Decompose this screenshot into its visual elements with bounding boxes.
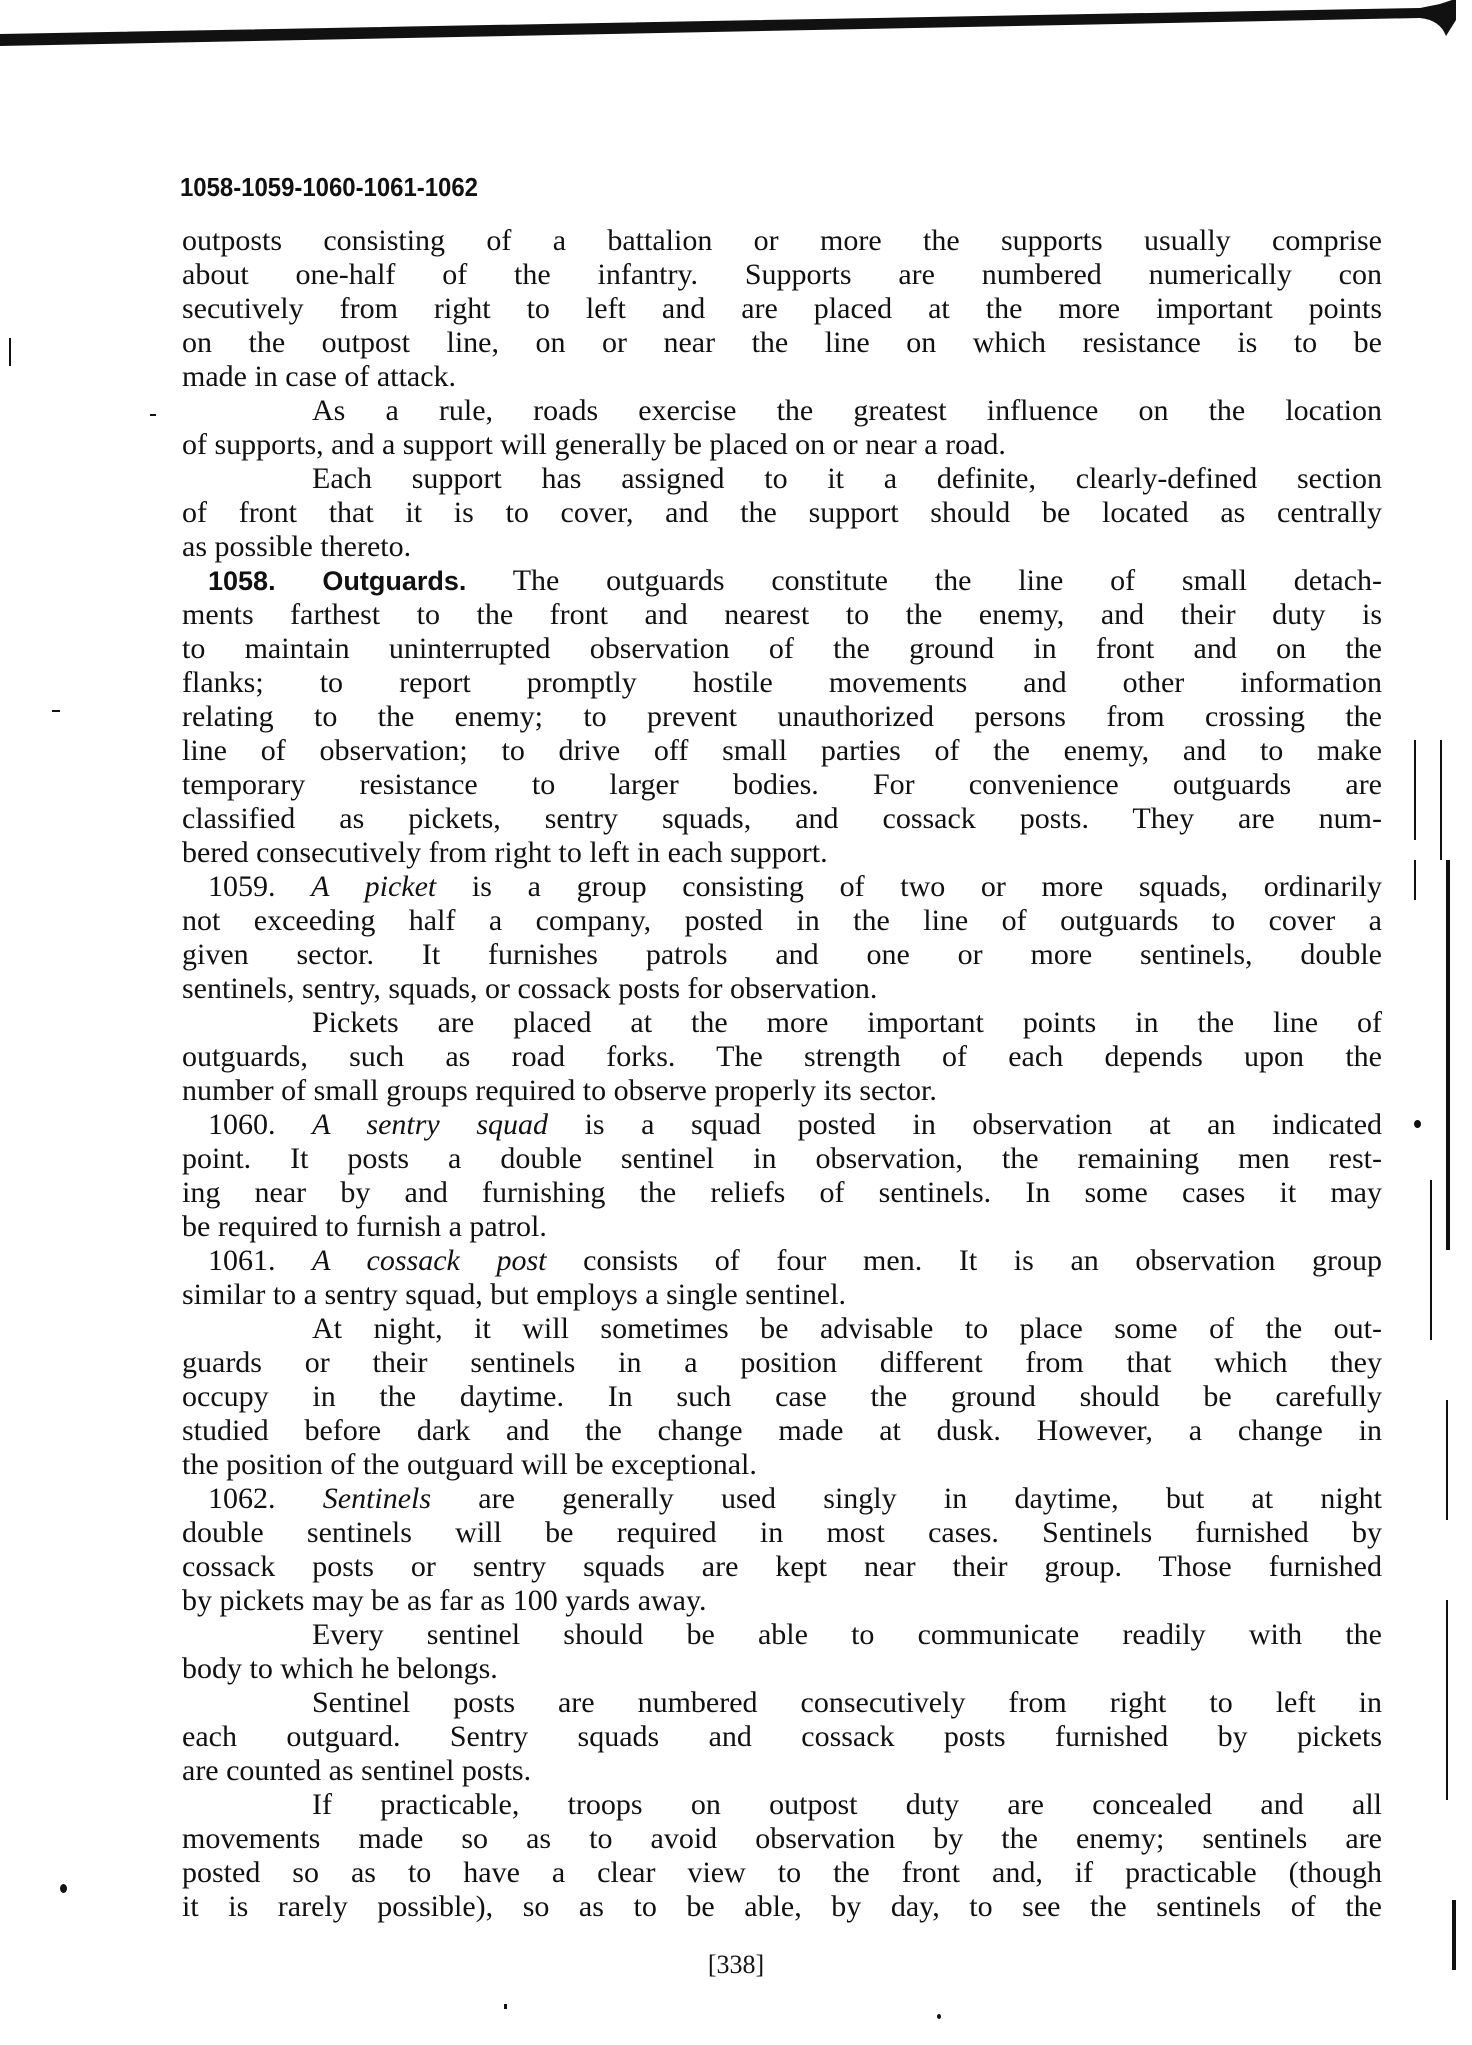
text-line bbox=[182, 1890, 1382, 1924]
text-segment: by pickets may be as far as 100 yards away. bbox=[182, 1584, 707, 1617]
text-line bbox=[182, 496, 1382, 530]
text-line bbox=[182, 1788, 1382, 1822]
text-line bbox=[182, 394, 1382, 428]
text-segment: Each support has assigned to it a definite, clearly-defined section bbox=[312, 462, 1382, 495]
text-line bbox=[182, 1550, 1382, 1584]
body-text bbox=[182, 224, 1382, 1924]
text-line bbox=[182, 1108, 1382, 1142]
text-segment: Every sentinel should be able to communicate readily with the bbox=[312, 1618, 1382, 1651]
text-line bbox=[182, 598, 1382, 632]
text-segment: line of observation; to drive off small parties of the enemy, and to make bbox=[182, 734, 1382, 767]
text-segment: given sector. It furnishes patrols and one or more sentinels, double bbox=[182, 938, 1382, 971]
text-segment: outguards, such as road forks. The strength of each depends upon the bbox=[182, 1040, 1382, 1073]
text-line bbox=[182, 224, 1382, 258]
text-segment: is a group consisting of two or more squads, ordinarily bbox=[436, 870, 1383, 903]
text-segment: Sentinel posts are numbered consecutively from right to left in bbox=[312, 1686, 1382, 1719]
text-segment: At night, it will sometimes be advisable to place some of the out- bbox=[312, 1312, 1382, 1345]
text-line bbox=[182, 1380, 1382, 1414]
bold-text: 1058. bbox=[208, 566, 323, 596]
text-segment: relating to the enemy; to prevent unauthorized persons from crossing the bbox=[182, 700, 1382, 733]
scan-mark bbox=[1446, 1400, 1448, 1520]
text-line bbox=[182, 564, 1382, 598]
text-line bbox=[182, 666, 1382, 700]
text-line bbox=[182, 292, 1382, 326]
text-segment: 1061. bbox=[208, 1244, 313, 1277]
page-header-section-numbers: 1058-1059-1060-1061-1062 bbox=[180, 172, 478, 202]
text-line bbox=[182, 700, 1382, 734]
scan-mark bbox=[1414, 1120, 1421, 1128]
text-segment: 1060. bbox=[208, 1108, 313, 1141]
text-line bbox=[182, 1312, 1382, 1346]
text-segment: body to which he belongs. bbox=[182, 1652, 498, 1685]
text-line bbox=[182, 836, 1382, 870]
page-number: [338] bbox=[707, 1950, 765, 1979]
text-segment: the position of the outguard will be exceptional. bbox=[182, 1448, 757, 1481]
scan-mark bbox=[1446, 860, 1450, 1250]
text-segment: classified as pickets, sentry squads, and cossack posts. They are num- bbox=[182, 802, 1382, 835]
text-line bbox=[182, 1652, 1382, 1686]
text-line bbox=[182, 1686, 1382, 1720]
text-segment: If practicable, troops on outpost duty are concealed and all bbox=[312, 1788, 1382, 1821]
text-line bbox=[182, 938, 1382, 972]
text-segment: ing near by and furnishing the reliefs of sentinels. In some cases it may bbox=[182, 1176, 1382, 1209]
text-segment: of supports, and a support will generally be placed on or near a road. bbox=[182, 428, 1006, 461]
text-line bbox=[182, 870, 1382, 904]
italic-term: A sentry squad bbox=[312, 1108, 548, 1141]
scan-mark bbox=[937, 2014, 941, 2019]
text-line bbox=[182, 1584, 1382, 1618]
text-segment: outposts consisting of a battalion or more the supports usually comprise bbox=[182, 224, 1382, 257]
text-segment: temporary resistance to larger bodies. For convenience outguards are bbox=[182, 768, 1382, 801]
scan-mark bbox=[9, 338, 11, 366]
scan-mark bbox=[1452, 1900, 1456, 1970]
text-segment: double sentinels will be required in most cases. Sentinels furnished by bbox=[182, 1516, 1382, 1549]
text-line bbox=[182, 1448, 1382, 1482]
italic-term: A picket bbox=[311, 870, 437, 903]
scan-mark bbox=[150, 414, 156, 416]
text-segment: As a rule, roads exercise the greatest influence on the location bbox=[312, 394, 1382, 427]
text-segment: to maintain uninterrupted observation of the ground in front and on the bbox=[182, 632, 1382, 665]
text-segment: are counted as sentinel posts. bbox=[182, 1754, 532, 1787]
text-segment: 1059. bbox=[208, 870, 312, 903]
text-line bbox=[182, 530, 1382, 564]
text-segment: it is rarely possible), so as to be able, by day, to see the sentinels of the bbox=[182, 1890, 1382, 1923]
bold-text: Outguards. bbox=[322, 566, 467, 596]
text-segment: number of small groups required to observe properly its sector. bbox=[182, 1074, 937, 1107]
text-line bbox=[182, 326, 1382, 360]
text-segment: about one-half of the infantry. Supports are numbered numerically con bbox=[182, 258, 1382, 291]
scan-mark bbox=[1446, 1600, 1448, 1800]
text-line bbox=[182, 462, 1382, 496]
text-segment: is a squad posted in observation at an indicated bbox=[548, 1108, 1383, 1141]
text-segment: each outguard. Sentry squads and cossack posts furnished by pickets bbox=[182, 1720, 1382, 1753]
text-line bbox=[182, 1210, 1382, 1244]
text-line bbox=[182, 904, 1382, 938]
scan-mark bbox=[1414, 860, 1416, 900]
scan-mark bbox=[1430, 1180, 1432, 1340]
text-segment: cossack posts or sentry squads are kept near their group. Those furnished bbox=[182, 1550, 1382, 1583]
text-segment: guards or their sentinels in a position different from that which they bbox=[182, 1346, 1382, 1379]
italic-term: A cossack post bbox=[312, 1244, 547, 1277]
text-line bbox=[182, 1856, 1382, 1890]
text-segment: similar to a sentry squad, but employs a single sentinel. bbox=[182, 1278, 847, 1311]
scan-mark bbox=[1440, 740, 1442, 860]
text-line bbox=[182, 428, 1382, 462]
text-line bbox=[182, 1176, 1382, 1210]
text-segment: secutively from right to left and are placed at the more important points bbox=[182, 292, 1382, 325]
text-segment: ments farthest to the front and nearest to the enemy, and their duty is bbox=[182, 598, 1382, 631]
text-line bbox=[182, 258, 1382, 292]
text-segment: point. It posts a double sentinel in observation, the remaining men rest- bbox=[182, 1142, 1382, 1175]
text-segment: movements made so as to avoid observation by the enemy; sentinels are bbox=[182, 1822, 1382, 1855]
text-line bbox=[182, 632, 1382, 666]
text-segment: of front that it is to cover, and the support should be located as centrally bbox=[182, 496, 1382, 529]
text-line bbox=[182, 1414, 1382, 1448]
italic-term: Sentinels bbox=[322, 1482, 432, 1515]
text-segment: consists of four men. It is an observation group bbox=[546, 1244, 1382, 1277]
text-segment: posted so as to have a clear view to the front and, if practicable (though bbox=[182, 1856, 1382, 1889]
text-segment: The outguards constitute the line of small detach- bbox=[466, 564, 1382, 597]
text-segment: flanks; to report promptly hostile movements and other information bbox=[182, 666, 1382, 699]
text-segment: 1062. bbox=[208, 1482, 323, 1515]
text-segment: as possible thereto. bbox=[182, 530, 412, 563]
text-line bbox=[182, 802, 1382, 836]
text-line bbox=[182, 1074, 1382, 1108]
text-line bbox=[182, 734, 1382, 768]
text-line bbox=[182, 1006, 1382, 1040]
text-line bbox=[182, 1516, 1382, 1550]
text-segment: not exceeding half a company, posted in the line of outguards to cover a bbox=[182, 904, 1382, 937]
text-segment: studied before dark and the change made at dusk. However, a change in bbox=[182, 1414, 1382, 1447]
text-line bbox=[182, 1754, 1382, 1788]
text-segment: Pickets are placed at the more important points in the line of bbox=[312, 1006, 1382, 1039]
text-segment: on the outpost line, on or near the line on which resistance is to be bbox=[182, 326, 1382, 359]
text-line bbox=[182, 1040, 1382, 1074]
scan-mark bbox=[52, 710, 60, 712]
text-line bbox=[182, 1346, 1382, 1380]
scan-mark bbox=[504, 2004, 507, 2009]
text-segment: sentinels, sentry, squads, or cossack posts for observation. bbox=[182, 972, 878, 1005]
text-segment: occupy in the daytime. In such case the ground should be carefully bbox=[182, 1380, 1382, 1413]
text-segment: made in case of attack. bbox=[182, 360, 457, 393]
text-line bbox=[182, 1618, 1382, 1652]
text-line bbox=[182, 1822, 1382, 1856]
text-line bbox=[182, 768, 1382, 802]
text-segment: are generally used singly in daytime, but at night bbox=[431, 1482, 1382, 1515]
scan-mark bbox=[60, 1884, 67, 1893]
text-line bbox=[182, 1278, 1382, 1312]
text-line bbox=[182, 1142, 1382, 1176]
text-segment: bered consecutively from right to left in each support. bbox=[182, 836, 828, 869]
text-line bbox=[182, 1720, 1382, 1754]
text-line bbox=[182, 360, 1382, 394]
text-line bbox=[182, 972, 1382, 1006]
scan-mark bbox=[1414, 740, 1416, 840]
text-segment: be required to furnish a patrol. bbox=[182, 1210, 547, 1243]
text-line bbox=[182, 1482, 1382, 1516]
text-line bbox=[182, 1244, 1382, 1278]
scan-top-border bbox=[0, 0, 1472, 60]
